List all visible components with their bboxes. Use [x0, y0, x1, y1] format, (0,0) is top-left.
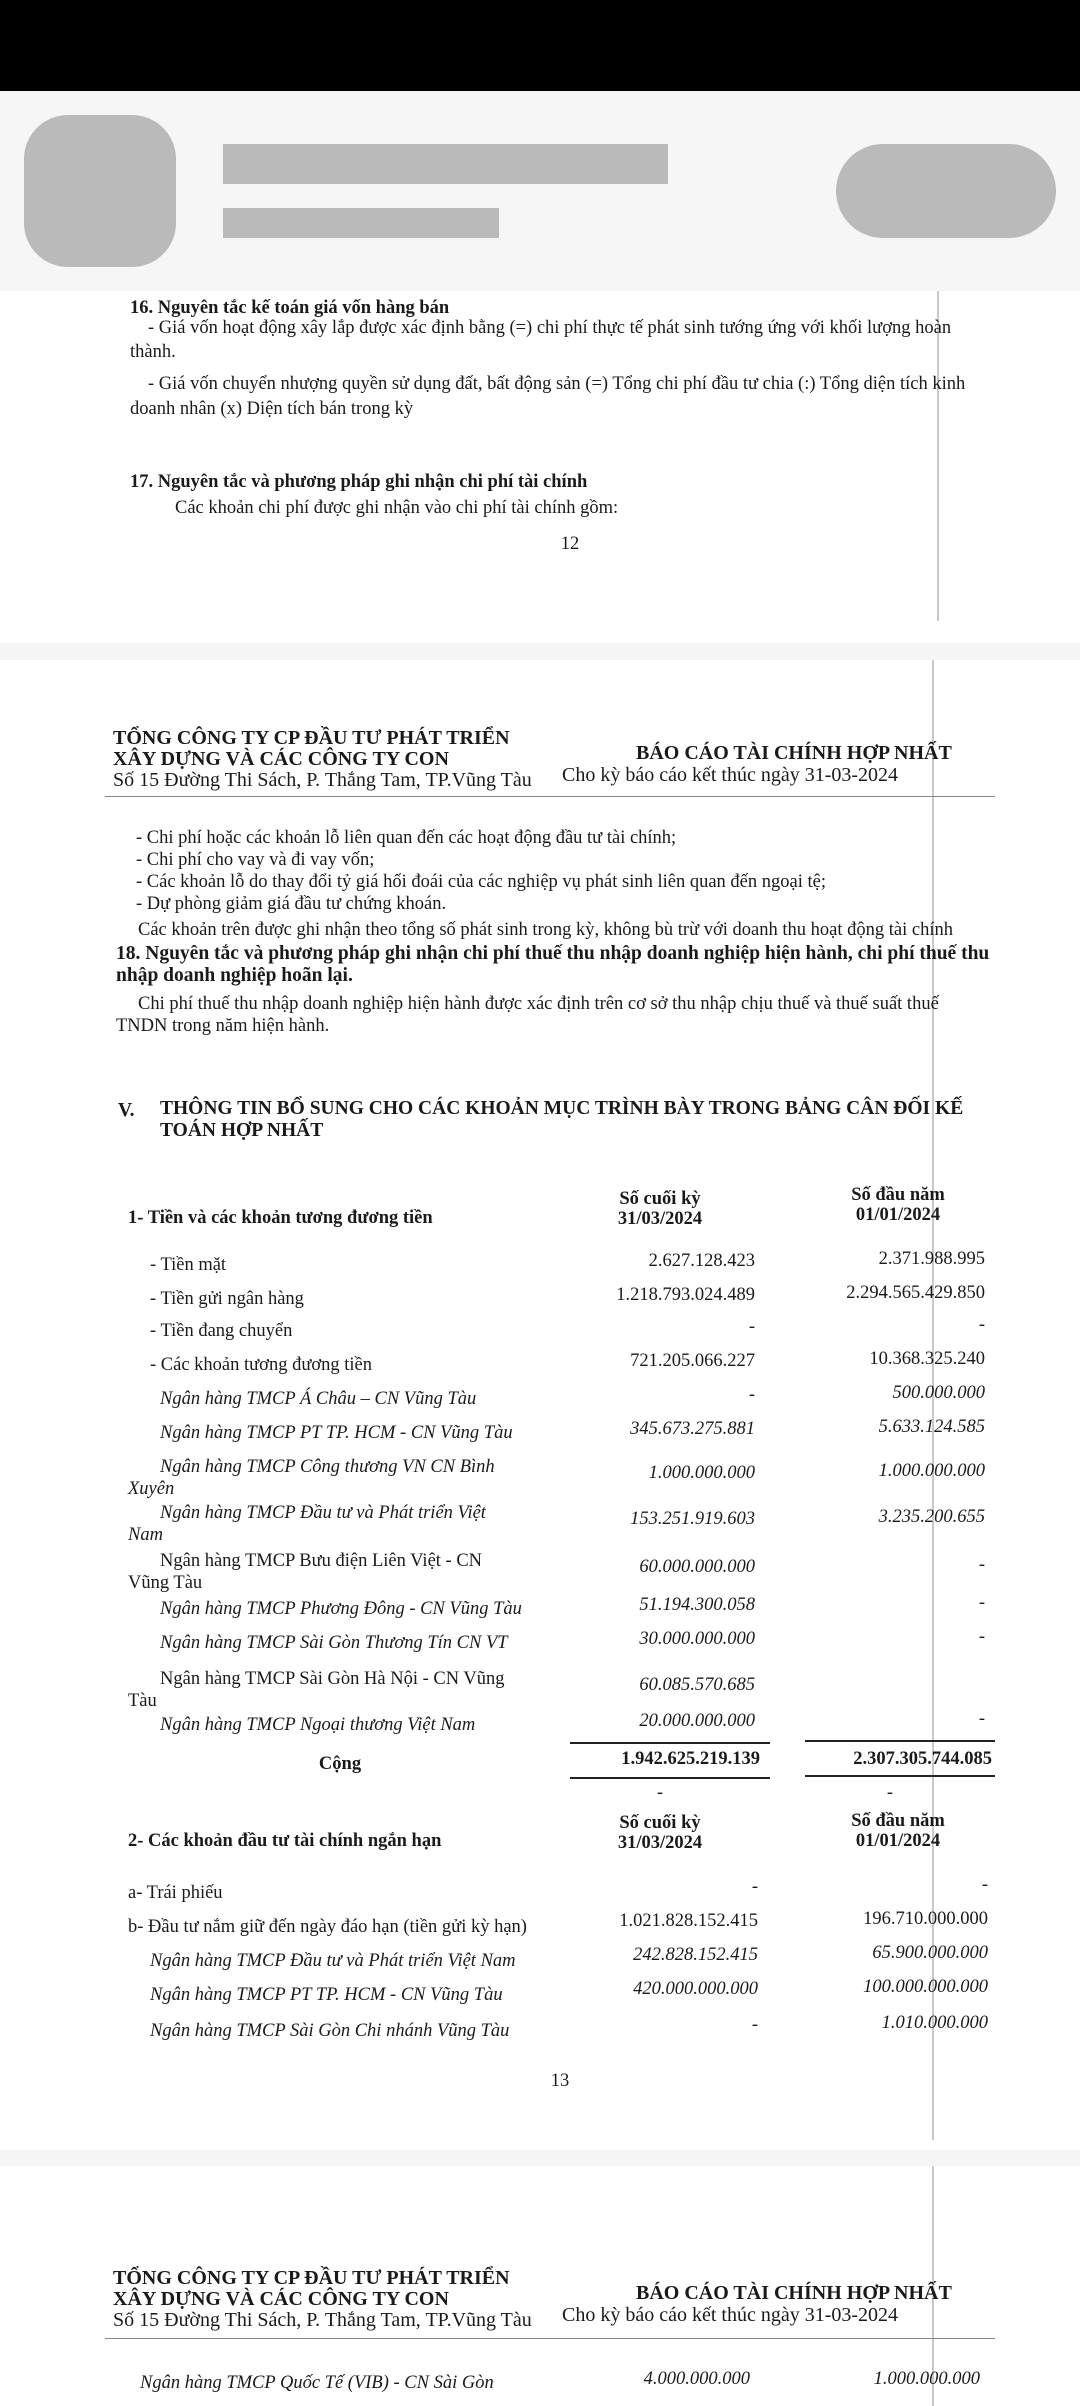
after-total-begin: -: [886, 1783, 894, 1803]
table-row-begin-value: 100.000.000.000: [863, 1977, 988, 1997]
page-gap: [0, 2150, 1080, 2166]
table-row-label: Ngân hàng TMCP PT TP. HCM - CN Vũng Tàu: [150, 1985, 503, 2005]
table-row-begin-value: 196.710.000.000: [863, 1909, 988, 1929]
table1-title: 1- Tiền và các khoản tương đương tiền: [128, 1208, 433, 1228]
table-row-begin-value: 1.000.000.000: [873, 2369, 980, 2389]
header-divider: [105, 796, 995, 797]
table-row-label: - Các khoản tương đương tiền: [150, 1355, 373, 1375]
page-number: 13: [550, 2071, 570, 2091]
total-rule-top: [570, 1742, 770, 1744]
table1-col2-label: Số đầu năm: [851, 1185, 945, 1205]
bullet-item: - Dự phòng giảm giá đầu tư chứng khoán.: [136, 894, 447, 914]
table-row-end-value: -: [751, 2015, 758, 2035]
table-row-begin-value: 3.235.200.655: [878, 1507, 985, 1527]
report-period: Cho kỳ báo cáo kết thúc ngày 31-03-2024: [562, 2304, 899, 2326]
table-row-begin-value: -: [978, 1315, 985, 1335]
subtitle-placeholder: [223, 208, 499, 238]
company-name-line1: TỔNG CÔNG TY CP ĐẦU TƯ PHÁT TRIỂN: [113, 2267, 510, 2289]
table-row-begin-value: 1.000.000.000: [878, 1461, 985, 1481]
table-row-begin-value: 10.368.325.240: [869, 1349, 985, 1369]
scan-artifact-line: [937, 291, 939, 621]
table-row-label: a- Trái phiếu: [128, 1883, 223, 1903]
table-row-label: Ngân hàng TMCP Bưu điện Liên Việt - CN: [160, 1551, 483, 1571]
table2-col1-date: 31/03/2024: [617, 1833, 703, 1853]
table-row-begin-value: 500.000.000: [892, 1383, 985, 1403]
table-row-label: - Tiền mặt: [150, 1255, 227, 1275]
status-bar: [0, 0, 1080, 91]
table-row-end-value: 60.085.570.685: [639, 1675, 755, 1695]
table-row-end-value: 4.000.000.000: [643, 2369, 750, 2389]
table-row-label: Ngân hàng TMCP Sài Gòn Chi nhánh Vũng Tàu: [150, 2021, 510, 2041]
section-17-intro: Các khoản chi phí được ghi nhận vào chi phí tài chính gồm:: [175, 498, 619, 518]
table-row-label-continuation: Nam: [128, 1525, 163, 1545]
table-row-begin-value: 65.900.000.000: [872, 1943, 988, 1963]
title-placeholder: [223, 144, 668, 184]
table-row-label: - Tiền đang chuyển: [150, 1321, 293, 1341]
table-row-begin-value: -: [978, 1627, 985, 1647]
company-name-line2: XÂY DỰNG VÀ CÁC CÔNG TY CON: [113, 748, 449, 770]
table2-col2-label: Số đầu năm: [851, 1811, 945, 1831]
part-v-number: V.: [118, 1100, 135, 1121]
document-page-13: [0, 660, 1080, 2150]
company-name-line2: XÂY DỰNG VÀ CÁC CÔNG TY CON: [113, 2288, 449, 2310]
page-gap: [0, 643, 1080, 660]
part-v-title-line2: TOÁN HỢP NHẤT: [160, 1120, 324, 1141]
table1-col2-date: 01/01/2024: [855, 1205, 941, 1225]
table-row-end-value: 721.205.066.227: [630, 1351, 755, 1371]
table-row-begin-value: -: [978, 1709, 985, 1729]
section-18-title-line1: 18. Nguyên tắc và phương pháp ghi nhận chi phí thuế thu nhập doanh nghiệp hiện hành, chi phí thuế thu: [116, 943, 990, 964]
table-row-label: Ngân hàng TMCP Ngoại thương Việt Nam: [160, 1715, 476, 1735]
table-row-begin-value: -: [981, 1875, 988, 1895]
section-17-title: 17. Nguyên tắc và phương pháp ghi nhận chi phí tài chính: [130, 472, 588, 492]
table-row-end-value: 420.000.000.000: [633, 1979, 758, 1999]
table2-col1-label: Số cuối kỳ: [619, 1813, 701, 1833]
table-row-end-value: 1.218.793.024.489: [616, 1285, 755, 1305]
total-rule-bottom: [570, 1777, 770, 1779]
table-row-label-continuation: Vũng Tàu: [128, 1573, 203, 1593]
table-row-label: Ngân hàng TMCP Đầu tư và Phát triển Việt Nam: [150, 1951, 516, 1971]
document-page-12: [0, 291, 1080, 643]
section-18-para-line1: Chi phí thuế thu nhập doanh nghiệp hiện hành được xác định trên cơ sở thu nhập chịu thuế và thuế suất thuế: [138, 994, 939, 1014]
header-divider: [105, 2338, 995, 2339]
table-row-label: Ngân hàng TMCP Đầu tư và Phát triển Việt: [160, 1503, 486, 1523]
table-row-begin-value: 2.294.565.429.850: [846, 1283, 985, 1303]
table-row-end-value: 20.000.000.000: [639, 1711, 755, 1731]
bullet-item: - Chi phí hoặc các khoản lỗ liên quan đến các hoạt động đầu tư tài chính;: [136, 828, 677, 848]
table-row-end-value: 60.000.000.000: [639, 1557, 755, 1577]
company-address: Số 15 Đường Thi Sách, P. Thắng Tam, TP.Vũng Tàu: [113, 2309, 532, 2331]
total-rule-top: [805, 1740, 995, 1742]
section-16-title: 16. Nguyên tắc kế toán giá vốn hàng bán: [130, 298, 450, 318]
table-row-label-continuation: Tàu: [128, 1691, 157, 1711]
section-16-para2-line1: - Giá vốn chuyển nhượng quyền sử dụng đất, bất động sản (=) Tổng chi phí đầu tư chia (:) Tổng diện tích kinh: [148, 374, 966, 394]
table-row-end-value: 242.828.152.415: [633, 1945, 758, 1965]
table-row-label: b- Đầu tư nắm giữ đến ngày đáo hạn (tiền gửi kỳ hạn): [128, 1917, 527, 1937]
section-16-para1-line2: thành.: [130, 342, 176, 362]
table1-col1-date: 31/03/2024: [617, 1209, 703, 1229]
table1-total-label: Cộng: [318, 1754, 362, 1774]
bullet-item: - Các khoản lỗ do thay đổi tỷ giá hối đoái của các nghiệp vụ phát sinh liên quan đến ngoại tệ;: [136, 872, 826, 892]
table-row-end-value: 2.627.128.423: [648, 1251, 755, 1271]
table-row-label: Ngân hàng TMCP Công thương VN CN Bình: [160, 1457, 495, 1477]
table-row-label: Ngân hàng TMCP Phương Đông - CN Vũng Tàu: [160, 1599, 522, 1619]
table-row-label: Ngân hàng TMCP Sài Gòn Thương Tín CN VT: [160, 1633, 508, 1653]
table-row-end-value: -: [748, 1385, 755, 1405]
table-row-begin-value: -: [978, 1555, 985, 1575]
bullets-note: Các khoản trên được ghi nhận theo tổng số phát sinh trong kỳ, không bù trừ với doanh thu hoạt động tài chính: [138, 920, 953, 940]
table-row-label: Ngân hàng TMCP Sài Gòn Hà Nội - CN Vũng: [160, 1669, 505, 1689]
section-18-title-line2: nhập doanh nghiệp hoãn lại.: [116, 965, 353, 986]
total-rule-bottom: [805, 1775, 995, 1777]
after-total-end: -: [656, 1783, 664, 1803]
company-address: Số 15 Đường Thi Sách, P. Thắng Tam, TP.Vũng Tàu: [113, 769, 532, 791]
table-row-label: Ngân hàng TMCP Á Châu – CN Vũng Tàu: [160, 1389, 477, 1409]
table-row-end-value: 1.000.000.000: [648, 1463, 755, 1483]
table1-col1-label: Số cuối kỳ: [619, 1189, 701, 1209]
table2-title: 2- Các khoản đầu tư tài chính ngắn hạn: [128, 1831, 442, 1851]
table-row-end-value: 51.194.300.058: [639, 1595, 755, 1615]
table1-total-begin: 2.307.305.744.085: [853, 1749, 992, 1769]
table-row-end-value: 153.251.919.603: [630, 1509, 755, 1529]
report-title: BÁO CÁO TÀI CHÍNH HỢP NHẤT: [636, 742, 952, 764]
table-row-begin-value: 1.010.000.000: [881, 2013, 988, 2033]
report-title: BÁO CÁO TÀI CHÍNH HỢP NHẤT: [636, 2282, 952, 2304]
table1-total-end: 1.942.625.219.139: [621, 1749, 760, 1769]
company-name-line1: TỔNG CÔNG TY CP ĐẦU TƯ PHÁT TRIỂN: [113, 727, 510, 749]
section-16-para2-line2: doanh nhân (x) Diện tích bán trong kỳ: [130, 399, 414, 419]
part-v-title-line1: THÔNG TIN BỔ SUNG CHO CÁC KHOẢN MỤC TRÌNH BÀY TRONG BẢNG CÂN ĐỐI KẾ: [160, 1098, 964, 1119]
table-row-label: Ngân hàng TMCP PT TP. HCM - CN Vũng Tàu: [160, 1423, 513, 1443]
report-period: Cho kỳ báo cáo kết thúc ngày 31-03-2024: [562, 764, 899, 786]
page-number: 12: [560, 534, 580, 554]
section-18-para-line2: TNDN trong năm hiện hành.: [116, 1016, 330, 1036]
table-row-label-continuation: Xuyên: [128, 1479, 175, 1499]
table-row-end-value: 345.673.275.881: [630, 1419, 755, 1439]
table2-col2-date: 01/01/2024: [855, 1831, 941, 1851]
table-row-label: - Tiền gửi ngân hàng: [150, 1289, 304, 1309]
table-row-begin-value: 2.371.988.995: [878, 1249, 985, 1269]
table-row-end-value: 1.021.828.152.415: [619, 1911, 758, 1931]
table-row-end-value: -: [751, 1877, 758, 1897]
bullet-item: - Chi phí cho vay và đi vay vốn;: [136, 850, 375, 870]
table-row-begin-value: 5.633.124.585: [878, 1417, 985, 1437]
table-row-begin-value: -: [978, 1593, 985, 1613]
table-row-label: Ngân hàng TMCP Quốc Tế (VIB) - CN Sài Gòn: [140, 2373, 494, 2393]
table-row-end-value: -: [748, 1317, 755, 1337]
action-button-placeholder[interactable]: [836, 144, 1056, 238]
avatar-placeholder[interactable]: [24, 115, 176, 267]
table-row-end-value: 30.000.000.000: [639, 1629, 755, 1649]
section-16-para1-line1: - Giá vốn hoạt động xây lắp được xác định bằng (=) chi phí thực tế phát sinh tướng ứng với khối lượng hoàn: [148, 318, 952, 338]
document-page-14: [0, 2166, 1080, 2406]
